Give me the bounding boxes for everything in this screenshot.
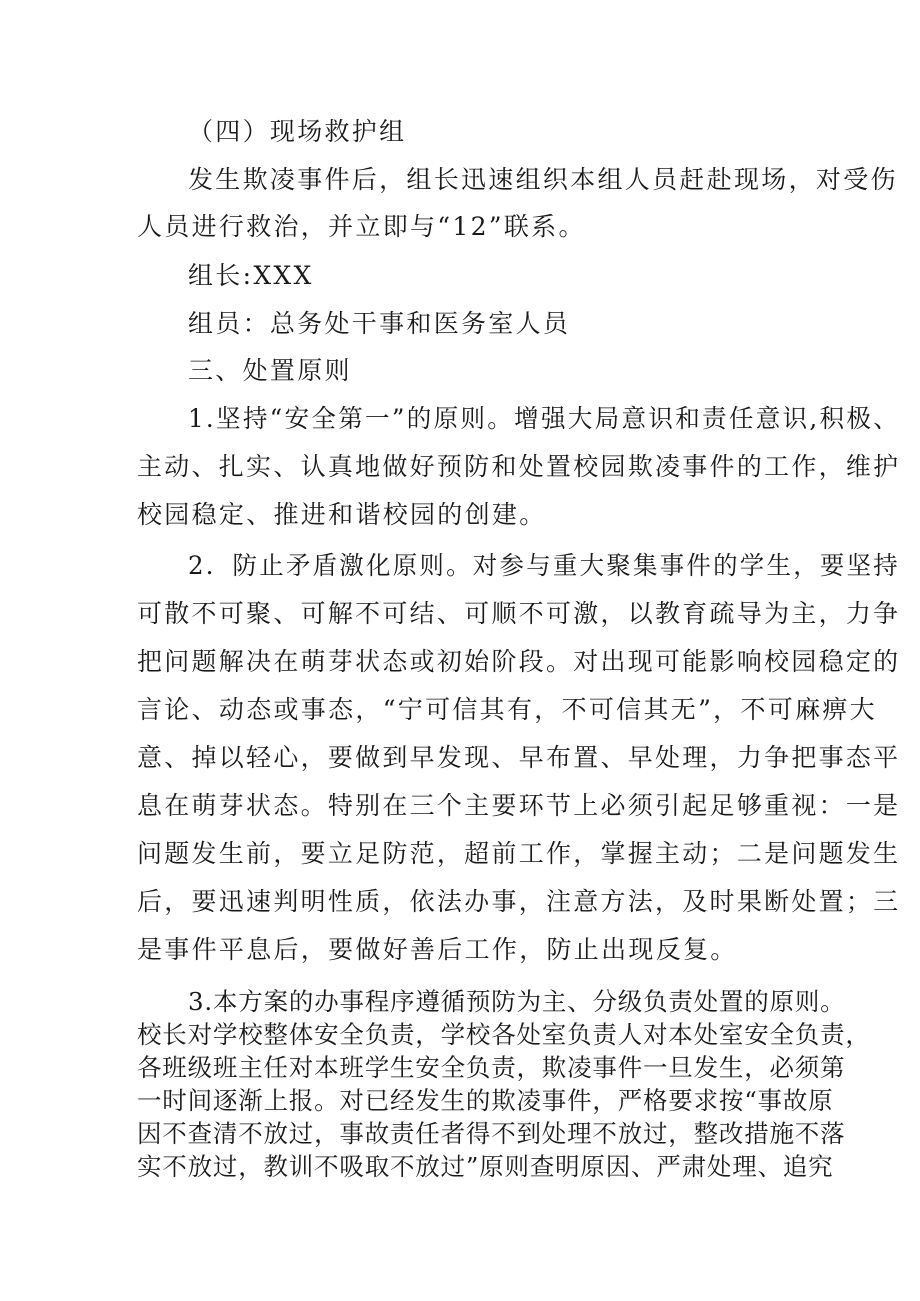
paragraph-line: 各班级班主任对本班学生安全负责，欺凌事件一旦发生，必须第	[137, 1053, 846, 1082]
paragraph-line: 可散不可聚、可解不可结、可顺不可激，以教育疏导为主，力争	[137, 599, 901, 628]
group-members-line: 组员：总务处干事和医务室人员	[188, 309, 571, 338]
group-leader-line: 组长:XXX	[188, 261, 314, 290]
paragraph-line: 息在萌芽状态。特别在三个主要环节上必须引起足够重视：一是	[137, 791, 901, 820]
paragraph-line: 实不放过，教训不吸取不放过”原则查明原因、严肃处理、追究	[137, 1152, 834, 1181]
paragraph-line: 意、掉以轻心，要做到早发现、早布置、早处理，力争把事态平	[137, 743, 901, 772]
paragraph-line: 1.坚持“安全第一”的原则。增强大局意识和责任意识,积极、	[188, 404, 901, 433]
paragraph-line: 3.本方案的办事程序遵循预防为主、分级负责处置的原则。	[188, 987, 846, 1016]
paragraph-line: 人员进行救治，并立即与“12”联系。	[137, 212, 586, 241]
section-heading-principles: 三、处置原则	[188, 356, 352, 385]
paragraph-line: 把问题解决在萌芽状态或初始阶段。对出现可能影响校园稳定的	[137, 647, 901, 676]
paragraph-line: 问题发生前，要立足防范，超前工作，掌握主动；二是问题发生	[137, 839, 901, 868]
paragraph-line: 2．防止矛盾激化原则。对参与重大聚集事件的学生，要坚持	[188, 551, 900, 580]
paragraph-line: 是事件平息后，要做好善后工作，防止出现反复。	[137, 935, 738, 964]
paragraph-line: 一时间逐渐上报。对已经发生的欺凌事件，严格要求按“事故原	[137, 1086, 834, 1115]
paragraph-line: 后，要迅速判明性质，依法办事，注意方法，及时果断处置；三	[137, 887, 901, 916]
paragraph-line: 校长对学校整体安全负责，学校各处室负责人对本处室安全负责，	[137, 1020, 871, 1049]
paragraph-line: 校园稳定、推进和谐校园的创建。	[137, 500, 547, 529]
paragraph-line: 主动、扎实、认真地做好预防和处置校园欺凌事件的工作，维护	[137, 452, 901, 481]
section-heading-rescue-group: （四）现场救护组	[188, 117, 407, 146]
paragraph-line: 发生欺凌事件后，组长迅速组织本组人员赶赴现场，对受伤	[188, 165, 898, 194]
paragraph-line: 因不查清不放过，事故责任者得不到处理不放过，整改措施不落	[137, 1119, 846, 1148]
paragraph-line: 言论、动态或事态，“宁可信其有，不可信其无”，不可麻痹大	[137, 695, 877, 724]
